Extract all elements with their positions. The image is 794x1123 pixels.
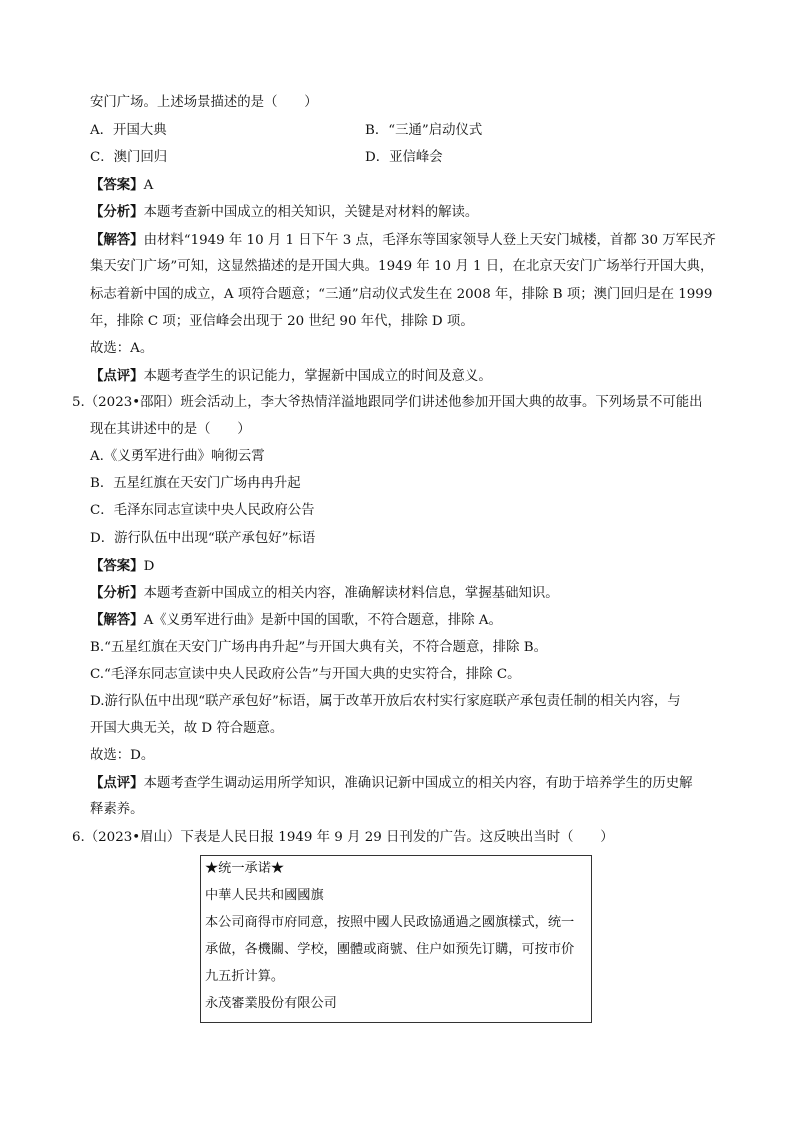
q5-option-d: D．游行队伍中出现“联产承包好”标语	[90, 531, 316, 546]
q4-comment	[90, 367, 492, 386]
solution-tag: 【解答】	[90, 612, 144, 628]
q4-solution-line-3: 标志着新中国的成立，A 项符合题意；“三通”启动仪式发生在 2008 年，排除 B 项；澳门回归是在 1999	[90, 287, 713, 302]
ad-line-5: 九五折计算。	[205, 969, 285, 984]
q4-solution-line-1	[90, 231, 716, 250]
q5-comment-line-2: 释素养。	[90, 802, 144, 817]
ad-line-1: ★统一承诺★	[205, 861, 285, 876]
answer-tag: 【答案】	[90, 558, 144, 574]
q4-option-a: A．开国大典	[90, 123, 167, 138]
comment-tag: 【点评】	[90, 368, 144, 384]
q4-solution-line-4: 年，排除 C 项；亚信峰会出现于 20 世纪 90 年代，排除 D 项。	[90, 314, 474, 329]
analysis-text: 本题考查新中国成立的相关知识，关键是对材料的解读。	[143, 205, 479, 220]
q4-answer	[90, 176, 153, 195]
ad-line-3: 本公司商得市府同意，按照中國人民政協通過之國旗樣式，统一	[205, 915, 575, 930]
answer-value: D	[143, 559, 155, 574]
q5-solution-line-4: D.游行队伍中出现“联产承包好”标语，属于改革开放后农村实行家庭联产承包责任制的相关内容，与	[90, 694, 681, 709]
q5-option-b: B．五星红旗在天安门广场冉冉升起	[90, 476, 301, 491]
q5-comment-line-1	[90, 774, 693, 793]
q4-stem-tail: 安门广场。上述场景描述的是（ ）	[90, 95, 318, 110]
comment-text: 本题考查学生的识记能力，掌握新中国成立的时间及意义。	[143, 369, 492, 384]
q5-solution-line-3: C.“毛泽东同志宣读中央人民政府公告”与开国大典的史实符合，排除 C。	[90, 667, 521, 682]
solution-text: A《义勇军进行曲》是新中国的国歌，不符合题意，排除 A。	[143, 613, 502, 628]
q4-analysis	[90, 203, 478, 222]
solution-text: 由材料“1949 年 10 月 1 日下午 3 点，毛泽东等国家领导人登上天安门城楼，首都 30 万军民齐	[143, 233, 716, 248]
q5-analysis	[90, 584, 559, 603]
q5-solution-line-1	[90, 611, 502, 630]
q5-stem-line-1: 5.（2023•邵阳）班会活动上，李大爷热情洋溢地跟同学们讲述他参加开国大典的故事。下列场景不可能出	[72, 395, 703, 410]
ad-line-4: 承做，各機關、学校，團體或商號、住户如预先订購，可按市价	[205, 942, 575, 957]
q4-option-b: B．“三通”启动仪式	[365, 123, 483, 138]
q5-option-c: C．毛泽东同志宣读中央人民政府公告	[90, 503, 315, 518]
ad-line-6: 永茂審業股份有限公司	[205, 996, 337, 1011]
q4-option-d: D．亚信峰会	[365, 150, 443, 165]
q4-solution-line-2: 集天安门广场”可知，这显然描述的是开国大典。1949 年 10 月 1 日，在北京天安门广场举行开国大典，	[90, 259, 714, 274]
advertisement-box	[200, 855, 592, 1023]
analysis-text: 本题考查新中国成立的相关内容，准确解读材料信息，掌握基础知识。	[143, 586, 559, 601]
q5-option-a: A.《义勇军进行曲》响彻云霄	[90, 449, 265, 464]
q5-stem-line-2: 现在其讲述中的是（ ）	[90, 422, 251, 437]
comment-text: 本题考查学生调动运用所学知识，准确识记新中国成立的相关内容，有助于培养学生的历史解	[143, 776, 693, 791]
q5-answer	[90, 557, 154, 576]
q4-option-c: C．澳门回归	[90, 150, 168, 165]
analysis-tag: 【分析】	[90, 585, 144, 601]
answer-value: A	[143, 178, 154, 193]
q6-stem: 6.（2023•眉山）下表是人民日报 1949 年 9 月 29 日刊发的广告。这反映出当时（ ）	[72, 830, 614, 845]
q5-solution-line-2: B.“五星红旗在天安门广场冉冉升起”与开国大典有关，不符合题意，排除 B。	[90, 640, 547, 655]
q5-solution-line-5: 开国大典无关，故 D 符合题意。	[90, 721, 284, 736]
comment-tag: 【点评】	[90, 775, 144, 791]
analysis-tag: 【分析】	[90, 204, 144, 220]
q5-choice: 故选：D。	[90, 748, 155, 763]
q4-choice: 故选：A。	[90, 341, 154, 356]
ad-line-2: 中華人民共和國國旗	[205, 888, 324, 903]
answer-tag: 【答案】	[90, 177, 144, 193]
solution-tag: 【解答】	[90, 232, 144, 248]
